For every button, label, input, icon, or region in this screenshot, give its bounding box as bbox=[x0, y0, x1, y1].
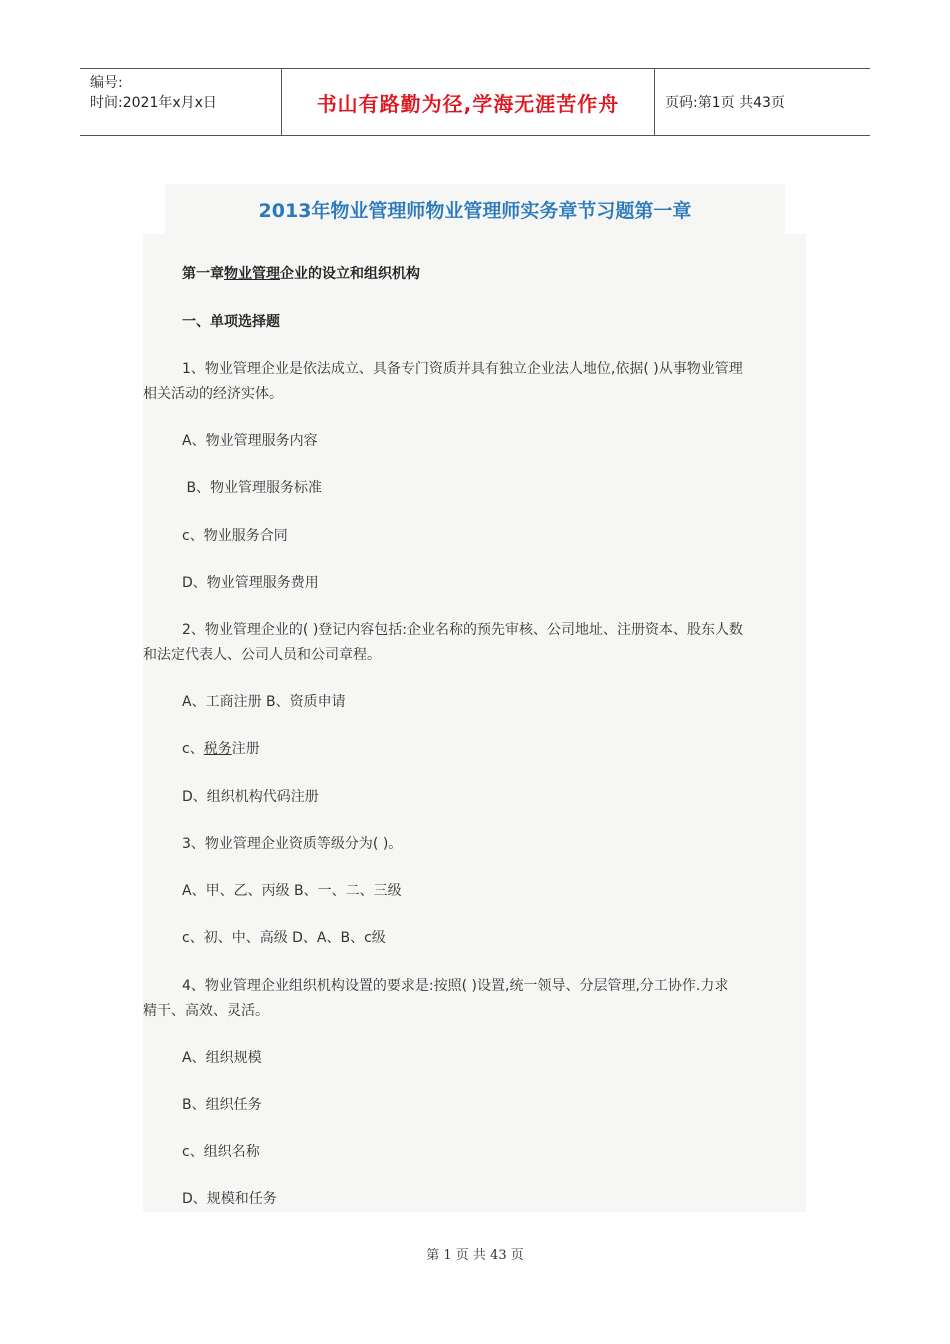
chapter-heading bbox=[143, 262, 845, 287]
question-1-option-d: D、物业管理服务费用 bbox=[182, 575, 319, 591]
question-2-line-2: 和法定代表人、公司人员和公司章程。 bbox=[143, 647, 381, 663]
header-motto-cell bbox=[282, 69, 655, 135]
header-page-info: 页码:第1页 共43页 bbox=[665, 95, 785, 111]
header-meta-cell bbox=[80, 69, 282, 135]
question-3-option-cd: c、初、中、高级 D、A、B、c级 bbox=[182, 930, 386, 946]
question-4-option-d: D、规模和任务 bbox=[182, 1191, 277, 1207]
chapter-suffix: 企业的设立和组织机构 bbox=[280, 266, 420, 282]
question-1-option-c: c、物业服务合同 bbox=[182, 528, 288, 544]
question-1-line-1: 1、物业管理企业是依法成立、具备专门资质并具有独立企业法人地位,依据( )从事物业管理 bbox=[182, 361, 743, 377]
question-2-option-c bbox=[143, 737, 845, 762]
tax-link-text[interactable]: 税务 bbox=[203, 741, 232, 757]
question-3-option-ab: A、甲、乙、丙级 B、一、二、三级 bbox=[182, 883, 402, 899]
question-4-option-a: A、组织规模 bbox=[182, 1050, 262, 1066]
page-footer: 第 1 页 共 43 页 bbox=[426, 1248, 524, 1263]
chapter-prefix: 第一章 bbox=[182, 266, 224, 282]
header-motto: 书山有路勤为径,学海无涯苦作舟 bbox=[316, 91, 620, 116]
question-4-option-c: c、组织名称 bbox=[182, 1144, 260, 1160]
section-heading: 一、单项选择题 bbox=[182, 314, 280, 330]
document-number-label: 编号: bbox=[90, 75, 123, 91]
question-2-option-c-suffix: 注册 bbox=[231, 741, 260, 757]
question-3: 3、物业管理企业资质等级分为( )。 bbox=[182, 836, 403, 852]
question-2-line-1: 2、物业管理企业的( )登记内容包括:企业名称的预先审核、公司地址、注册资本、股东人数 bbox=[182, 622, 743, 638]
question-1-option-b: B、物业管理服务标准 bbox=[182, 480, 323, 496]
question-1-option-a: A、物业管理服务内容 bbox=[182, 433, 318, 449]
question-4-line-2: 精干、高效、灵活。 bbox=[143, 1003, 269, 1019]
header-page-cell bbox=[655, 69, 870, 135]
document-time-label: 时间:2021年x月x日 bbox=[90, 95, 217, 111]
question-2-option-d: D、组织机构代码注册 bbox=[182, 789, 319, 805]
question-2-option-ab: A、工商注册 B、资质申请 bbox=[182, 694, 346, 710]
question-2-option-c-prefix: c、 bbox=[182, 741, 204, 757]
header-table bbox=[80, 68, 870, 136]
chapter-link-text[interactable]: 物业管理 bbox=[224, 266, 280, 282]
content-panel bbox=[143, 234, 806, 1212]
question-4-option-b: B、组织任务 bbox=[182, 1097, 262, 1113]
question-1-line-2: 相关活动的经济实体。 bbox=[143, 386, 283, 402]
document-title: 2013年物业管理师物业管理师实务章节习题第一章 bbox=[258, 199, 692, 222]
title-band bbox=[165, 184, 785, 234]
question-4-line-1: 4、物业管理企业组织机构设置的要求是:按照( )设置,统一领导、分层管理,分工协作.力求 bbox=[182, 978, 729, 994]
